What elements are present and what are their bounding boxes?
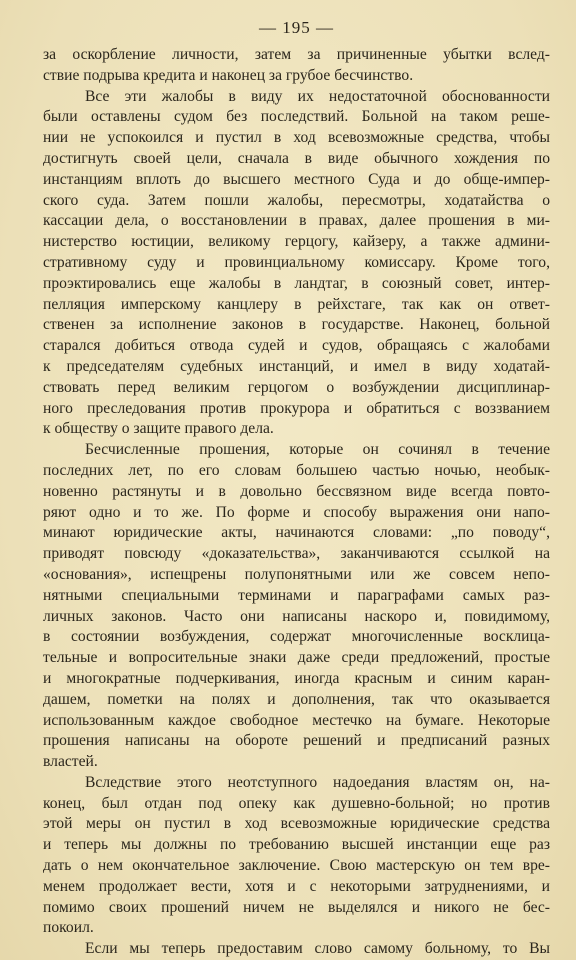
text-line: ского суда. Затем пошли жалобы, пересмотры, ходатайства о — [43, 191, 550, 209]
text-line: ного преследования против прокурора и обратиться с воззванием — [43, 399, 550, 417]
text-line: ствие подрыва кредита и наконец за грубое бесчинство. — [43, 66, 414, 84]
paragraph — [43, 440, 550, 773]
text-line: стративному суду и провинциальному комиссару. Кроме того, — [43, 253, 550, 271]
text-line: властей. — [43, 753, 98, 771]
text-line: проэктировались еще жалобы в ландтаг, в союзный совет, интер- — [43, 274, 550, 292]
text-line: нятными специальными терминами и параграфами самых раз- — [43, 586, 550, 604]
text-line: последних лет, по его словам большею частью ночью, необык- — [43, 461, 550, 479]
text-body — [43, 45, 550, 960]
text-line: инстанциям вплоть до высшего местного Суда и до обще-импер- — [43, 170, 550, 188]
text-line: нистерство юстиции, великому герцогу, кайзеру, а также админи- — [43, 233, 550, 251]
text-line: старался добиться отвода судей и судов, обращаясь с жалобами — [43, 337, 550, 355]
text-line: достигнуть своей цели, сначала в виде обычного хождения по — [43, 149, 550, 167]
text-line: конец, был отдан под опеку как душевно-больной; но против — [43, 794, 550, 812]
text-line: к обществу о защите правого дела. — [43, 420, 274, 438]
text-line: новенно растянуты и в довольно бессвязном виде всегда повто- — [43, 482, 550, 500]
text-line: минают юридические акты, начинаются словами: „по поводу“, — [43, 524, 550, 542]
text-line: ряют одно и то же. По форме и способу выражения они напо- — [43, 503, 550, 521]
text-line: «основания», испещрены полупонятными или же совсем непо- — [43, 565, 550, 583]
text-line: приводят повсюду «доказательства», заканчиваются ссылкой на — [43, 545, 550, 563]
text-line: помимо своих прошений ничем не выделялся и никого не бес- — [43, 898, 550, 916]
text-line: ствовать перед великим герцогом о возбуждении дисциплинар- — [43, 378, 550, 396]
paragraph — [43, 45, 550, 87]
text-line: к председателям судебных инстанций, и имел в виду ходатай- — [43, 357, 550, 375]
text-line: были оставлены судом без последствий. Больной на таком реше- — [43, 108, 550, 126]
text-line: использованным каждое свободное местечко на бумаге. Некоторые — [43, 711, 550, 729]
text-line: пелляция имперскому канцлеру в рейхстаге, так как он ответ- — [43, 295, 550, 313]
text-line: Все эти жалобы в виду их недостаточной обоснованности — [85, 87, 550, 105]
text-line: кассации дела, о восстановлении в правах, далее прошения в ми- — [43, 212, 550, 230]
text-line: Если мы теперь предоставим слово самому больному, то Вы — [85, 940, 550, 958]
text-line: и теперь мы должны по требованию высшей инстанции еще раз — [43, 836, 550, 854]
text-line: прошения написаны на обороте решений и предписаний разных — [43, 732, 550, 750]
text-line: и многократные подчеркивания, иногда красным и синим каран- — [43, 669, 550, 687]
text-line: в состоянии возбуждения, содержат многочисленные восклица- — [43, 628, 550, 646]
paragraph — [43, 939, 550, 960]
text-line: покоил. — [43, 919, 94, 937]
text-line: этой меры он пустил в ход всевозможные юридические средства — [43, 815, 550, 833]
text-line: менем продолжает вести, хотя и с некоторыми затруднениями, и — [43, 877, 550, 895]
text-line: дать о нем окончательное заключение. Свою мастерскую он тем вре- — [43, 857, 550, 875]
text-line: ственен за исполнение законов в государстве. Наконец, больной — [43, 316, 550, 334]
text-line: нии не успокоился и пустил в ход всевозможные средства, чтобы — [43, 129, 550, 147]
paragraph — [43, 773, 550, 939]
text-line: за оскорбление личности, затем за причиненные убытки вслед- — [43, 46, 550, 63]
text-line: Вследствие этого неотступного надоедания властям он, на- — [85, 773, 550, 791]
text-line: дашем, пометки на полях и дополнения, так что оказывается — [43, 690, 550, 708]
text-line: личных законов. Часто они написаны наскоро и, повидимому, — [43, 607, 550, 625]
text-line: Бесчисленные прошения, которые он сочинял в течение — [85, 441, 550, 459]
page-number: — 195 — — [259, 18, 334, 37]
paragraph — [43, 87, 550, 441]
text-line: тельные и вопросительные знаки даже среди предложений, простые — [43, 649, 550, 667]
